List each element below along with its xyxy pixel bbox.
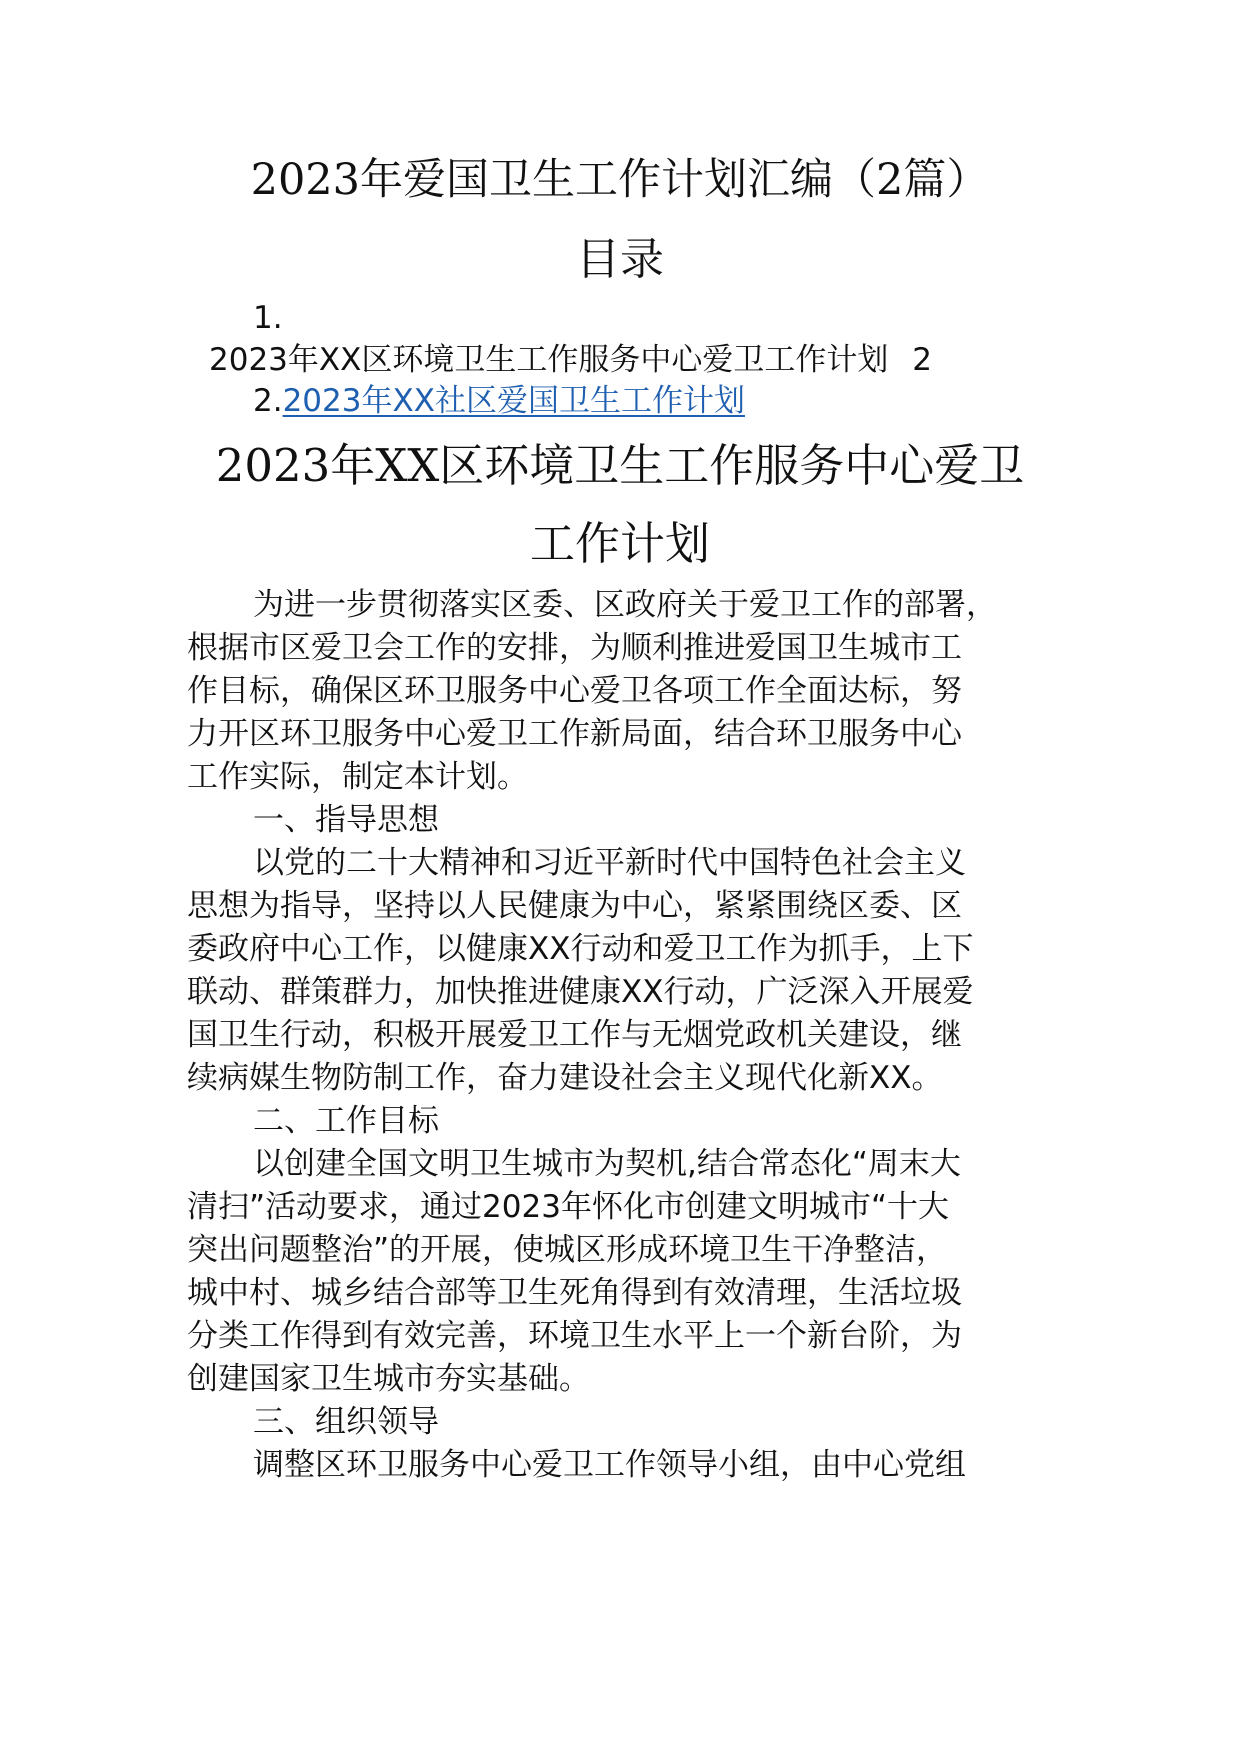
paragraph-line: 思想为指导，坚持以人民健康为中心，紧紧围绕区委、区 [187,888,962,924]
paragraph-line: 以党的二十大精神和习近平新时代中国特色社会主义 [253,845,966,881]
toc-item-2 [253,381,745,421]
section-heading-work-goals: 二、工作目标 [253,1103,439,1139]
paragraph-line: 为进一步贯彻落实区委、区政府关于爱卫工作的部署， [253,587,997,623]
toc-heading: 目录 [576,234,664,285]
paragraph-line: 联动、群策群力，加快推进健康XX行动，广泛深入开展爱 [187,974,974,1010]
toc-item-1-page: 2 [912,342,932,378]
toc-item-1-text: 2023年XX区环境卫生工作服务中心爱卫工作计划 [209,342,889,378]
paragraph-line: 城中村、城乡结合部等卫生死角得到有效清理，生活垃圾 [187,1275,962,1311]
paragraph-line: 委政府中心工作，以健康XX行动和爱卫工作为抓手，上下 [187,931,974,967]
section-heading-organization: 三、组织领导 [253,1404,439,1440]
paragraph-line: 清扫”活动要求，通过2023年怀化市创建文明城市“十大 [187,1189,950,1225]
paragraph-line: 力开区环卫服务中心爱卫工作新局面，结合环卫服务中心 [187,716,962,752]
toc-item-2-number: 2. [253,383,283,419]
section-title-line-2: 工作计划 [529,517,710,570]
paragraph-line: 以创建全国文明卫生城市为契机,结合常态化“周末大 [253,1146,961,1182]
paragraph-line: 作目标，确保区环卫服务中心爱卫各项工作全面达标，努 [187,673,962,709]
paragraph-line: 国卫生行动，积极开展爱卫工作与无烟党政机关建设，继 [187,1017,962,1053]
section-title-line-1: 2023年XX区环境卫生工作服务中心爱卫 [215,439,1025,492]
document-title: 2023年爱国卫生工作计划汇编（2篇） [250,155,990,205]
paragraph-line: 工作实际，制定本计划。 [187,759,528,795]
paragraph-line: 续病媒生物防制工作，奋力建设社会主义现代化新XX。 [187,1060,943,1096]
paragraph-line: 调整区环卫服务中心爱卫工作领导小组，由中心党组 [253,1447,966,1483]
paragraph-line: 分类工作得到有效完善，环境卫生水平上一个新台阶，为 [187,1318,962,1354]
toc-item-2-link[interactable]: 2023年XX社区爱国卫生工作计划 [282,383,745,419]
section-heading-guiding-thought: 一、指导思想 [253,802,439,838]
paragraph-line: 根据市区爱卫会工作的安排，为顺利推进爱国卫生城市工 [187,630,962,666]
toc-item-1 [209,340,932,380]
paragraph-line: 突出问题整治”的开展，使城区形成环境卫生干净整洁， [187,1232,948,1268]
toc-item-1-number: 1. [253,300,283,336]
paragraph-line: 创建国家卫生城市夯实基础。 [187,1361,590,1397]
